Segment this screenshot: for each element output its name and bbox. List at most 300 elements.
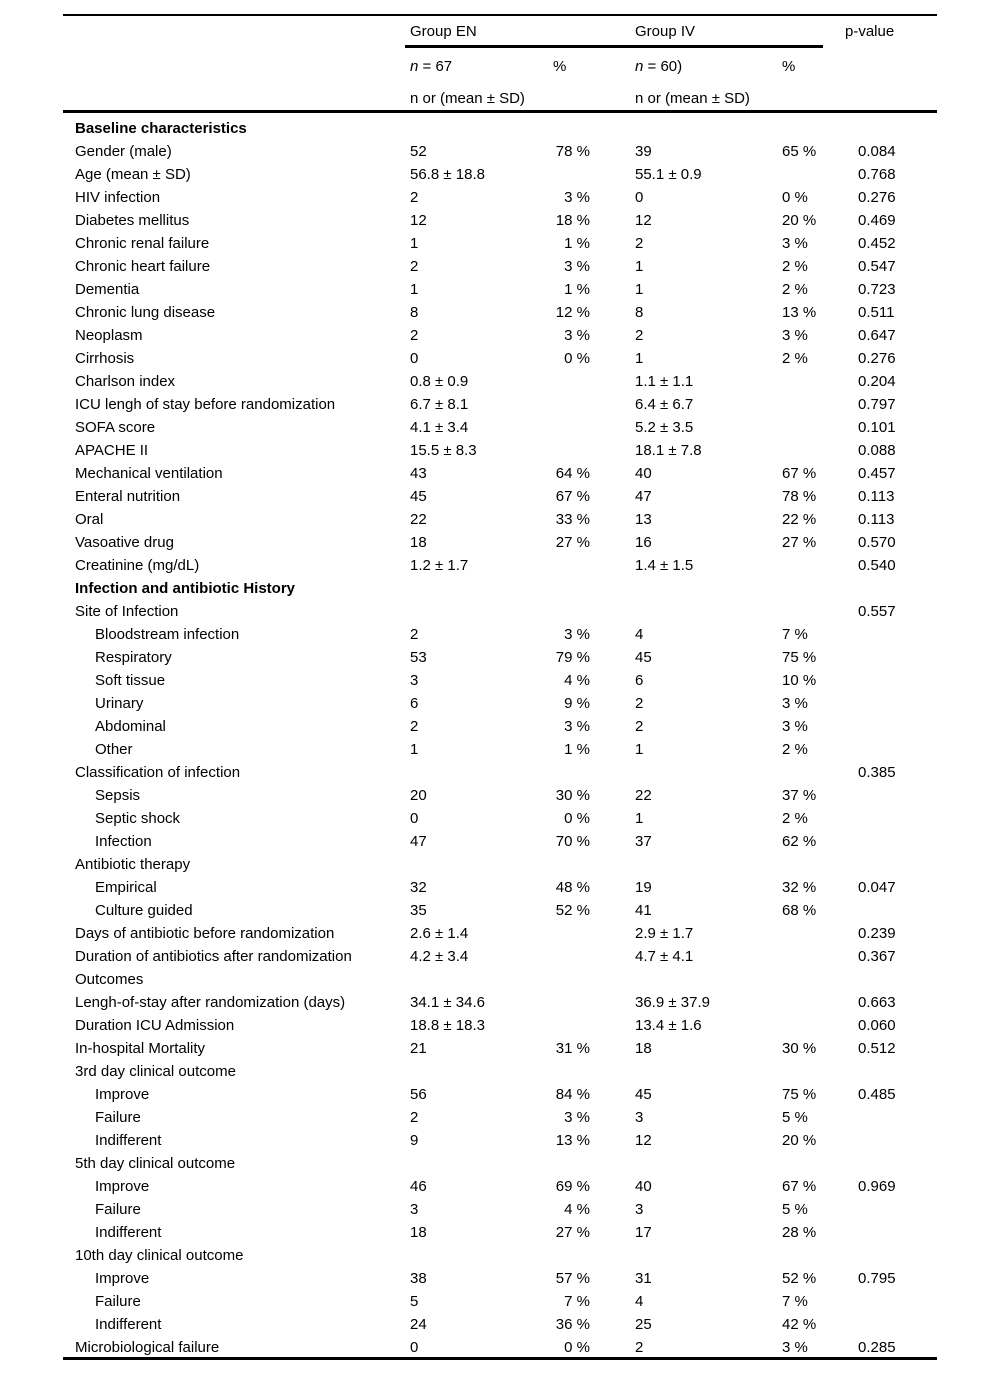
cell-group-en-value: 3	[410, 1201, 419, 1218]
cell-group-en-value: 12	[410, 212, 427, 229]
cell-group-iv-percent: 52 %	[782, 1270, 817, 1287]
cell-group-en-percent: 1 %	[564, 235, 590, 252]
cell-group-en-value: 6	[410, 695, 419, 712]
cell-pvalue: 0.047	[858, 879, 896, 896]
row-label: Charlson index	[75, 373, 176, 390]
row-label: Vasoative drug	[75, 534, 174, 551]
cell-group-en-value: 52	[410, 143, 427, 160]
table-row	[0, 1244, 1000, 1267]
table-row	[0, 1336, 1000, 1359]
section-header-row	[0, 117, 1000, 140]
cell-group-iv-percent: 3 %	[782, 695, 808, 712]
table-body	[0, 117, 1000, 1359]
cell-group-iv-percent: 3 %	[782, 718, 808, 735]
cell-group-en-percent: 84 %	[555, 1086, 590, 1103]
row-label: Urinary	[95, 695, 144, 712]
cell-group-iv-percent: 2 %	[782, 741, 808, 758]
cell-group-en-percent: 3 %	[564, 258, 590, 275]
row-label: Bloodstream infection	[95, 626, 240, 643]
row-label: Classification of infection	[75, 764, 241, 781]
cell-group-en-value: 18	[410, 1224, 427, 1241]
table-row	[0, 462, 1000, 485]
cell-group-iv-value: 2	[635, 327, 644, 344]
table-row	[0, 738, 1000, 761]
cell-group-iv-value: 1.1 ± 1.1	[635, 373, 694, 390]
group-header-row	[0, 22, 1000, 42]
cell-pvalue: 0.469	[858, 212, 896, 229]
table-row	[0, 1037, 1000, 1060]
cell-group-iv-percent: 28 %	[782, 1224, 817, 1241]
cell-group-en-value: 0	[410, 350, 419, 367]
cell-pvalue: 0.113	[858, 511, 895, 528]
table-top-rule	[63, 14, 937, 16]
cell-group-iv-value: 3	[635, 1201, 644, 1218]
cell-group-iv-value: 31	[635, 1270, 652, 1287]
row-label: APACHE II	[75, 442, 149, 459]
cell-group-iv-percent: 62 %	[782, 833, 817, 850]
table-row	[0, 1014, 1000, 1037]
cell-group-iv-value: 2	[635, 718, 644, 735]
table-row	[0, 439, 1000, 462]
row-label: Failure	[95, 1201, 141, 1218]
row-label: Infection and antibiotic History	[75, 580, 296, 597]
cell-group-en-value: 35	[410, 902, 427, 919]
cell-group-iv-percent: 30 %	[782, 1040, 817, 1057]
cell-group-iv-value: 0	[635, 189, 644, 206]
table-row	[0, 324, 1000, 347]
section-header-row	[0, 577, 1000, 600]
table-row	[0, 301, 1000, 324]
row-label: Other	[95, 741, 133, 758]
cell-pvalue: 0.797	[858, 396, 896, 413]
cell-group-iv-value: 5.2 ± 3.5	[635, 419, 694, 436]
cell-group-iv-value: 13.4 ± 1.6	[635, 1017, 702, 1034]
row-label: Lengh-of-stay after randomization (days)	[75, 994, 346, 1011]
cell-group-en-value: 56	[410, 1086, 427, 1103]
cell-group-iv-value: 8	[635, 304, 644, 321]
cell-pvalue: 0.663	[858, 994, 896, 1011]
cell-group-iv-value: 2	[635, 235, 644, 252]
cell-group-en-value: 1.2 ± 1.7	[410, 557, 469, 574]
cell-group-iv-percent: 2 %	[782, 281, 808, 298]
cell-group-en-value: 2	[410, 327, 419, 344]
row-label: Site of Infection	[75, 603, 179, 620]
row-label: Cirrhosis	[75, 350, 135, 367]
cell-group-iv-percent: 13 %	[782, 304, 817, 321]
row-label: Antibiotic therapy	[75, 856, 191, 873]
row-label: Enteral nutrition	[75, 488, 181, 505]
cell-group-iv-value: 16	[635, 534, 652, 551]
cell-group-iv-value: 19	[635, 879, 652, 896]
cell-group-en-value: 1	[410, 235, 419, 252]
cell-group-iv-value: 6	[635, 672, 644, 689]
row-label: Duration of antibiotics after randomization	[75, 948, 352, 965]
cell-group-iv-value: 4.7 ± 4.1	[635, 948, 694, 965]
cell-group-en-value: 18	[410, 534, 427, 551]
cell-group-en-value: 0	[410, 1339, 419, 1356]
cell-group-en-value: 24	[410, 1316, 427, 1333]
subheader-en-desc: n or (mean ± SD)	[410, 90, 525, 107]
table-row	[0, 163, 1000, 186]
cell-group-en-value: 34.1 ± 34.6	[410, 994, 485, 1011]
row-label: Mechanical ventilation	[75, 465, 223, 482]
cell-pvalue: 0.285	[858, 1339, 896, 1356]
cell-group-en-percent: 4 %	[564, 672, 590, 689]
cell-pvalue: 0.385	[858, 764, 896, 781]
table-row	[0, 531, 1000, 554]
cell-group-en-percent: 57 %	[555, 1270, 590, 1287]
row-label: 5th day clinical outcome	[75, 1155, 236, 1172]
cell-group-iv-value: 47	[635, 488, 652, 505]
cell-group-iv-value: 40	[635, 1178, 652, 1195]
cell-group-iv-percent: 42 %	[782, 1316, 817, 1333]
cell-pvalue: 0.485	[858, 1086, 896, 1103]
cell-group-iv-percent: 3 %	[782, 235, 808, 252]
cell-pvalue: 0.276	[858, 350, 896, 367]
cell-group-en-percent: 9 %	[564, 695, 590, 712]
cell-group-iv-percent: 10 %	[782, 672, 817, 689]
cell-pvalue: 0.239	[858, 925, 896, 942]
table-row	[0, 1267, 1000, 1290]
cell-group-iv-percent: 67 %	[782, 465, 817, 482]
table-row	[0, 646, 1000, 669]
cell-group-en-value: 9	[410, 1132, 419, 1149]
cell-group-iv-percent: 75 %	[782, 649, 817, 666]
table-row	[0, 623, 1000, 646]
cell-group-iv-percent: 78 %	[782, 488, 817, 505]
table-row	[0, 692, 1000, 715]
cell-group-en-percent: 78 %	[555, 143, 590, 160]
cell-group-en-percent: 36 %	[555, 1316, 590, 1333]
cell-group-iv-percent: 20 %	[782, 212, 817, 229]
table-row	[0, 922, 1000, 945]
cell-group-en-percent: 3 %	[564, 626, 590, 643]
table-row	[0, 899, 1000, 922]
cell-pvalue: 0.512	[858, 1040, 896, 1057]
cell-group-en-percent: 79 %	[555, 649, 590, 666]
cell-group-en-value: 5	[410, 1293, 419, 1310]
table-row	[0, 1083, 1000, 1106]
cell-group-en-value: 38	[410, 1270, 427, 1287]
column-header-pvalue: p-value	[845, 23, 895, 40]
cell-group-en-percent: 70 %	[555, 833, 590, 850]
subheader-en-percent: %	[553, 58, 567, 75]
cell-group-iv-percent: 37 %	[782, 787, 817, 804]
cell-group-en-percent: 12 %	[555, 304, 590, 321]
cell-pvalue: 0.276	[858, 189, 896, 206]
row-label: Age (mean ± SD)	[75, 166, 191, 183]
row-label: Indifferent	[95, 1224, 162, 1241]
cell-group-en-percent: 4 %	[564, 1201, 590, 1218]
table-row	[0, 393, 1000, 416]
cell-group-en-percent: 3 %	[564, 327, 590, 344]
table-row	[0, 278, 1000, 301]
cell-group-en-value: 8	[410, 304, 419, 321]
row-label: Dementia	[75, 281, 140, 298]
table-row	[0, 715, 1000, 738]
cell-group-iv-percent: 27 %	[782, 534, 817, 551]
row-label: Outcomes	[75, 971, 144, 988]
cell-group-iv-value: 12	[635, 1132, 652, 1149]
row-label: Neoplasm	[75, 327, 143, 344]
subheader-iv-n: n = 60)	[635, 58, 683, 75]
cell-group-iv-value: 3	[635, 1109, 644, 1126]
cell-pvalue: 0.088	[858, 442, 896, 459]
table-row	[0, 1221, 1000, 1244]
group-header-rule	[405, 45, 823, 48]
cell-pvalue: 0.723	[858, 281, 896, 298]
table-row	[0, 669, 1000, 692]
cell-group-iv-percent: 7 %	[782, 1293, 808, 1310]
row-label: HIV infection	[75, 189, 161, 206]
cell-pvalue: 0.101	[858, 419, 896, 436]
cell-group-en-value: 0	[410, 810, 419, 827]
table-row	[0, 600, 1000, 623]
cell-group-iv-value: 4	[635, 1293, 644, 1310]
row-label: Oral	[75, 511, 104, 528]
cell-group-iv-percent: 2 %	[782, 258, 808, 275]
cell-group-iv-value: 40	[635, 465, 652, 482]
cell-group-iv-percent: 67 %	[782, 1178, 817, 1195]
cell-group-iv-percent: 2 %	[782, 350, 808, 367]
column-header-group-en: Group EN	[410, 23, 477, 40]
subheader-desc-row	[0, 89, 1000, 109]
table-row	[0, 761, 1000, 784]
cell-group-iv-percent: 2 %	[782, 810, 808, 827]
cell-group-en-percent: 13 %	[555, 1132, 590, 1149]
cell-pvalue: 0.795	[858, 1270, 896, 1287]
cell-group-iv-value: 2.9 ± 1.7	[635, 925, 694, 942]
cell-group-iv-value: 18.1 ± 7.8	[635, 442, 702, 459]
cell-group-iv-value: 6.4 ± 6.7	[635, 396, 694, 413]
table-row	[0, 232, 1000, 255]
cell-group-iv-percent: 32 %	[782, 879, 817, 896]
cell-group-en-percent: 1 %	[564, 281, 590, 298]
cell-group-en-percent: 27 %	[555, 534, 590, 551]
cell-group-en-percent: 7 %	[564, 1293, 590, 1310]
cell-group-en-percent: 31 %	[555, 1040, 590, 1057]
cell-group-en-value: 2	[410, 1109, 419, 1126]
cell-group-en-percent: 64 %	[555, 465, 590, 482]
row-label: Improve	[95, 1178, 150, 1195]
table-row	[0, 347, 1000, 370]
table-row	[0, 416, 1000, 439]
cell-group-en-percent: 0 %	[564, 1339, 590, 1356]
cell-pvalue: 0.457	[858, 465, 896, 482]
table-row	[0, 209, 1000, 232]
cell-group-en-value: 1	[410, 281, 419, 298]
table-row	[0, 1290, 1000, 1313]
cell-group-iv-percent: 65 %	[782, 143, 817, 160]
table-row	[0, 370, 1000, 393]
cell-group-en-value: 0.8 ± 0.9	[410, 373, 469, 390]
cell-group-iv-percent: 7 %	[782, 626, 808, 643]
cell-group-en-value: 6.7 ± 8.1	[410, 396, 469, 413]
subheader-n-row	[0, 57, 1000, 77]
cell-group-en-value: 4.1 ± 3.4	[410, 419, 469, 436]
cell-group-en-value: 18.8 ± 18.3	[410, 1017, 485, 1034]
cell-pvalue: 0.570	[858, 534, 896, 551]
table-row	[0, 255, 1000, 278]
cell-group-en-value: 32	[410, 879, 427, 896]
table-row	[0, 991, 1000, 1014]
cell-group-iv-value: 1.4 ± 1.5	[635, 557, 694, 574]
cell-group-iv-value: 4	[635, 626, 644, 643]
row-label: Improve	[95, 1270, 150, 1287]
table-row	[0, 1175, 1000, 1198]
cell-group-en-value: 4.2 ± 3.4	[410, 948, 469, 965]
table-row	[0, 830, 1000, 853]
cell-group-iv-percent: 75 %	[782, 1086, 817, 1103]
cell-pvalue: 0.204	[858, 373, 896, 390]
row-label: Failure	[95, 1109, 141, 1126]
row-label: Empirical	[95, 879, 157, 896]
row-label: Diabetes mellitus	[75, 212, 190, 229]
table-row	[0, 1106, 1000, 1129]
table-row	[0, 140, 1000, 163]
row-label: Indifferent	[95, 1132, 162, 1149]
cell-group-en-value: 56.8 ± 18.8	[410, 166, 485, 183]
table-row	[0, 1313, 1000, 1336]
cell-group-en-value: 2	[410, 718, 419, 735]
row-label: Duration ICU Admission	[75, 1017, 235, 1034]
cell-pvalue: 0.367	[858, 948, 896, 965]
cell-group-en-value: 20	[410, 787, 427, 804]
cell-pvalue: 0.113	[858, 488, 895, 505]
cell-group-iv-percent: 20 %	[782, 1132, 817, 1149]
table-row	[0, 1152, 1000, 1175]
cell-group-iv-percent: 0 %	[782, 189, 808, 206]
cell-group-en-value: 22	[410, 511, 427, 528]
cell-group-iv-value: 45	[635, 1086, 652, 1103]
cell-group-en-percent: 3 %	[564, 189, 590, 206]
cell-pvalue: 0.969	[858, 1178, 896, 1195]
cell-group-iv-value: 1	[635, 350, 644, 367]
row-label: Respiratory	[95, 649, 172, 666]
cell-group-iv-value: 41	[635, 902, 652, 919]
cell-group-en-value: 3	[410, 672, 419, 689]
cell-group-iv-value: 17	[635, 1224, 652, 1241]
row-label: Septic shock	[95, 810, 181, 827]
cell-group-en-value: 43	[410, 465, 427, 482]
cell-group-en-value: 53	[410, 649, 427, 666]
table-row	[0, 784, 1000, 807]
table-row	[0, 485, 1000, 508]
table-row	[0, 554, 1000, 577]
cell-group-en-value: 2	[410, 189, 419, 206]
cell-group-iv-value: 12	[635, 212, 652, 229]
cell-group-en-value: 46	[410, 1178, 427, 1195]
cell-pvalue: 0.084	[858, 143, 896, 160]
cell-group-en-percent: 48 %	[555, 879, 590, 896]
cell-group-iv-value: 55.1 ± 0.9	[635, 166, 702, 183]
cell-group-en-percent: 33 %	[555, 511, 590, 528]
table-row	[0, 807, 1000, 830]
row-label: Soft tissue	[95, 672, 166, 689]
cell-group-iv-value: 1	[635, 810, 644, 827]
cell-group-en-value: 2	[410, 626, 419, 643]
cell-group-en-percent: 27 %	[555, 1224, 590, 1241]
row-label: Abdominal	[95, 718, 166, 735]
cell-group-iv-value: 2	[635, 695, 644, 712]
cell-group-en-percent: 0 %	[564, 350, 590, 367]
cell-group-iv-percent: 68 %	[782, 902, 817, 919]
cell-group-en-percent: 0 %	[564, 810, 590, 827]
table-row	[0, 1129, 1000, 1152]
cell-group-iv-percent: 3 %	[782, 1339, 808, 1356]
subheader-en-n: n = 67	[410, 58, 453, 75]
table-row	[0, 853, 1000, 876]
cell-group-en-percent: 18 %	[555, 212, 590, 229]
cell-group-en-percent: 3 %	[564, 718, 590, 735]
cell-pvalue: 0.452	[858, 235, 896, 252]
cell-pvalue: 0.647	[858, 327, 896, 344]
row-label: Creatinine (mg/dL)	[75, 557, 200, 574]
cell-group-iv-value: 1	[635, 258, 644, 275]
table-row	[0, 1060, 1000, 1083]
table-row	[0, 945, 1000, 968]
cell-group-iv-value: 37	[635, 833, 652, 850]
cell-group-iv-percent: 22 %	[782, 511, 817, 528]
row-label: In-hospital Mortality	[75, 1040, 206, 1057]
cell-group-en-value: 15.5 ± 8.3	[410, 442, 477, 459]
row-label: Chronic heart failure	[75, 258, 211, 275]
cell-group-en-value: 21	[410, 1040, 427, 1057]
cell-pvalue: 0.511	[858, 304, 895, 321]
table-row	[0, 186, 1000, 209]
table-row	[0, 968, 1000, 991]
column-header-group-iv: Group IV	[635, 23, 696, 40]
cell-group-en-value: 2.6 ± 1.4	[410, 925, 469, 942]
cell-group-iv-percent: 3 %	[782, 327, 808, 344]
row-label: SOFA score	[75, 419, 156, 436]
row-label: Baseline characteristics	[75, 120, 247, 137]
cell-group-en-percent: 52 %	[555, 902, 590, 919]
cell-group-iv-value: 39	[635, 143, 652, 160]
row-label: Chronic renal failure	[75, 235, 210, 252]
table-row	[0, 1198, 1000, 1221]
row-label: Improve	[95, 1086, 150, 1103]
row-label: Indifferent	[95, 1316, 162, 1333]
cell-pvalue: 0.540	[858, 557, 896, 574]
cell-group-en-percent: 67 %	[555, 488, 590, 505]
row-label: Sepsis	[95, 787, 141, 804]
row-label: Days of antibiotic before randomization	[75, 925, 335, 942]
subheader-iv-desc: n or (mean ± SD)	[635, 90, 750, 107]
table-row	[0, 508, 1000, 531]
cell-group-en-value: 47	[410, 833, 427, 850]
row-label: Culture guided	[95, 902, 193, 919]
cell-group-iv-value: 22	[635, 787, 652, 804]
subheader-iv-percent: %	[782, 58, 796, 75]
cell-pvalue: 0.557	[858, 603, 896, 620]
cell-group-iv-percent: 5 %	[782, 1109, 808, 1126]
cell-group-iv-value: 25	[635, 1316, 652, 1333]
row-label: Chronic lung disease	[75, 304, 216, 321]
cell-group-iv-value: 36.9 ± 37.9	[635, 994, 710, 1011]
row-label: 10th day clinical outcome	[75, 1247, 244, 1264]
cell-group-en-percent: 69 %	[555, 1178, 590, 1195]
cell-group-en-value: 45	[410, 488, 427, 505]
table-row	[0, 876, 1000, 899]
cell-group-en-percent: 30 %	[555, 787, 590, 804]
cell-group-iv-value: 13	[635, 511, 652, 528]
cell-group-iv-value: 2	[635, 1339, 644, 1356]
row-label: Infection	[95, 833, 152, 850]
row-label: Failure	[95, 1293, 141, 1310]
cell-group-en-value: 2	[410, 258, 419, 275]
cell-pvalue: 0.768	[858, 166, 896, 183]
